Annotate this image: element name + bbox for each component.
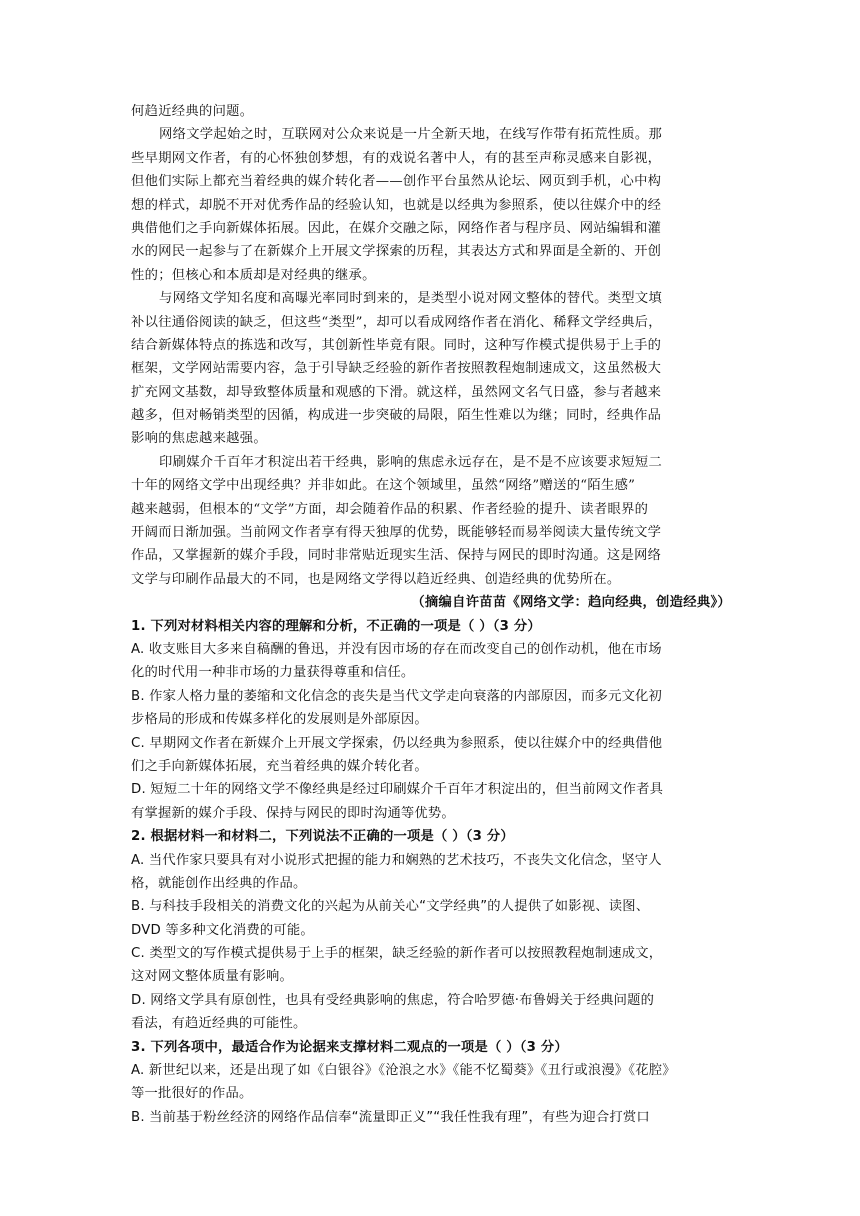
question-3	[131, 1036, 731, 1130]
option-a[interactable]	[131, 638, 731, 685]
option-b[interactable]	[131, 685, 731, 732]
text-line: 但他们实际上都充当着经典的媒介转化者——创作平台虽然从论坛、网页到手机，心中构	[131, 174, 662, 190]
text-line: 结合新媒体特点的拣选和改写，其创新性毕竟有限。同时，这种写作模式提供易于上手的	[131, 337, 662, 353]
option-b[interactable]	[131, 1106, 731, 1129]
option-line: B. 与科技手段相关的消费文化的兴起为从前关心“文学经典”的人提供了如影视、读图、	[131, 899, 650, 915]
option-line: 步格局的形成和传媒多样化的发展则是外部原因。	[131, 712, 428, 728]
question-stem: 3. 下列各项中，最适合作为论据来支撑材料二观点的一项是（ ）（3 分）	[131, 1039, 568, 1055]
text-line: 十年的网络文学中出现经典？并非如此。在这个领域里，虽然“网络”赠送的“陌生感”	[131, 478, 636, 494]
text-line: 性的；但核心和本质却是对经典的继承。	[131, 267, 376, 283]
question-2	[131, 825, 731, 1036]
text-line: 水的网民一起参与了在新媒介上开展文学探索的历程，其表达方式和界面是全新的、开创	[131, 244, 662, 260]
text-line: 开阔而日渐加强。当前网文作者享有得天独厚的优势，既能够轻而易举阅读大量传统文学	[131, 525, 662, 541]
question-1	[131, 615, 731, 826]
text-line: 想的样式，却脱不开对优秀作品的经验认知，也就是以经典为参照系，使以往媒介中的经	[131, 197, 662, 213]
option-line: 化的时代用一种非市场的力量获得尊重和信任。	[131, 665, 415, 681]
question-stem: 1. 下列对材料相关内容的理解和分析，不正确的一项是（ ）（3 分）	[131, 618, 541, 634]
document-page	[131, 100, 731, 1129]
option-line: 们之手向新媒体拓展，充当着经典的媒介转化者。	[131, 758, 428, 774]
text-line: 与网络文学知名度和高曝光率同时到来的，是类型小说对网文整体的替代。类型文填	[159, 291, 663, 307]
option-line: C. 早期网文作者在新媒介上开展文学探索，仍以经典为参照系，使以往媒介中的经典借他	[131, 735, 663, 751]
option-line: A. 新世纪以来，还是出现了如《白银谷》《沧浪之水》《能不忆蜀葵》《丑行或浪漫》《花腔》	[131, 1063, 676, 1079]
paragraph-1	[131, 123, 731, 287]
option-line: A. 当代作家只要具有对小说形式把握的能力和娴熟的艺术技巧，不丧失文化信念，坚守人	[131, 852, 662, 868]
option-line: B. 当前基于粉丝经济的网络作品信奉“流量即正义”“我任性我有理”，有些为迎合打赏口	[131, 1109, 650, 1125]
text-line: 补以往通俗阅读的缺乏，但这些“类型”，却可以看成网络作者在消化、稀释文学经典后，	[131, 314, 662, 330]
text-line: 越多，但对畅销类型的因循，构成进一步突破的局限，陌生性难以为继；同时，经典作品	[131, 408, 662, 424]
option-b[interactable]	[131, 895, 731, 942]
option-a[interactable]	[131, 849, 731, 896]
text-line: 影响的焦虑越来越强。	[131, 431, 267, 447]
text-line: 何趋近经典的问题。	[131, 104, 254, 119]
article-text	[131, 100, 731, 615]
text-line: 越来越弱，但根本的“文学”方面，却会随着作品的积累、作者经验的提升、读者眼界的	[131, 501, 649, 517]
option-line: DVD 等多种文化消费的可能。	[131, 922, 314, 938]
option-a[interactable]	[131, 1059, 731, 1106]
article-source: （摘编自许苗苗《网络文学：趋向经典，创造经典》）	[411, 595, 731, 611]
option-line: 格，就能创作出经典的作品。	[131, 875, 307, 891]
text-line: 印刷媒介千百年才积淀出若干经典，影响的焦虑永远存在，是不是不应该要求短短二	[159, 454, 663, 470]
option-line: 看法，有趋近经典的可能性。	[131, 1016, 307, 1032]
option-d[interactable]	[131, 989, 731, 1036]
option-line: D. 网络文学具有原创性，也具有受经典影响的焦虑，符合哈罗德·布鲁姆关于经典问题的	[131, 992, 655, 1008]
text-line: 扩充网文基数，却导致整体质量和观感的下滑。就这样，虽然网文名气日盛，参与者越来	[131, 384, 662, 400]
option-line: A. 收支账目大多来自稿酬的鲁迅，并没有因市场的存在而改变自己的创作动机，他在市场	[131, 641, 662, 657]
option-line: B. 作家人格力量的萎缩和文化信念的丧失是当代文学走向衰落的内部原因，而多元文化初	[131, 688, 663, 704]
option-line: C. 类型文的写作模式提供易于上手的框架，缺乏经验的新作者可以按照教程炮制速成文，	[131, 946, 663, 962]
option-line: D. 短短二十年的网络文学不像经典是经过印刷媒介千百年才积淀出的，但当前网文作者具	[131, 782, 664, 798]
paragraph-2	[131, 287, 731, 451]
option-line: 有掌握新的媒介手段、保持与网民的即时沟通等优势。	[131, 805, 455, 821]
text-line: 典借他们之手向新媒体拓展。因此，在媒介交融之际，网络作者与程序员、网站编辑和灌	[131, 220, 662, 236]
option-d[interactable]	[131, 778, 731, 825]
option-line: 这对网文整体质量有影响。	[131, 969, 293, 985]
question-stem: 2. 根据材料一和材料二，下列说法不正确的一项是（ ）（3 分）	[131, 829, 514, 845]
option-c[interactable]	[131, 732, 731, 779]
paragraph-3	[131, 451, 731, 591]
text-line: 文学与印刷作品最大的不同，也是网络文学得以趋近经典、创造经典的优势所在。	[131, 571, 621, 587]
text-line: 些早期网文作者，有的心怀独创梦想，有的戏说名著中人，有的甚至声称灵感来自影视，	[131, 150, 662, 166]
text-line: 作品，又掌握新的媒介手段，同时非常贴近现实生活、保持与网民的即时沟通。这是网络	[131, 548, 662, 564]
text-line: 框架，文学网站需要内容，急于引导缺乏经验的新作者按照教程炮制速成文，这虽然极大	[131, 361, 662, 377]
option-c[interactable]	[131, 942, 731, 989]
option-line: 等一批很好的作品。	[131, 1086, 253, 1102]
text-line: 网络文学起始之时，互联网对公众来说是一片全新天地，在线写作带有拓荒性质。那	[159, 127, 663, 143]
